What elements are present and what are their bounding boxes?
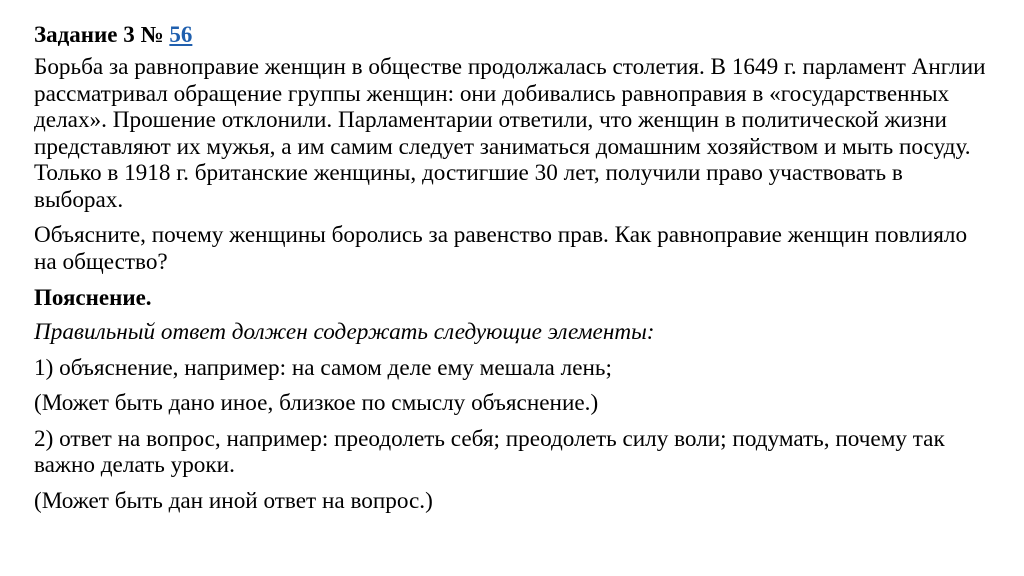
question-text: Объясните, почему женщины боролись за равенство прав. Как равноправие женщин повлияло на общество? xyxy=(34,222,968,275)
problem-text: Борьба за равноправие женщин в обществе продолжалась столетия. В 1649 г. парламент Англии рассматривал обращение группы женщин: они добивались равноправия в «государственных делах». Прошение отклонили. Парламентарии ответили, что женщин в политической жизни представляют их мужья, а им самим следует заниматься домашним хозяйством и мыть посуду. Только в 1918 г. британские женщины, достигшие 30 лет, получили право участвовать в выборах. xyxy=(34,54,986,213)
document-page xyxy=(34,20,994,523)
task-number-link[interactable]: 56 xyxy=(169,22,193,47)
answer-note-2: (Может быть дан иной ответ на вопрос.) xyxy=(34,487,433,514)
answer-item-1: 1) объяснение, например: на самом деле ему мешала лень; xyxy=(34,354,612,381)
explanation-intro: Правильный ответ должен содержать следующие элементы: xyxy=(34,319,655,345)
answer-item-2: 2) ответ на вопрос, например: преодолеть себя; преодолеть силу воли; подумать, почему так важно делать уроки. xyxy=(34,425,945,478)
explanation-heading: Пояснение. xyxy=(34,285,152,310)
task-heading-label: Задание 3 № xyxy=(34,22,170,47)
answer-note-1: (Может быть дано иное, близкое по смыслу объяснение.) xyxy=(34,390,599,416)
task-heading xyxy=(34,20,994,50)
